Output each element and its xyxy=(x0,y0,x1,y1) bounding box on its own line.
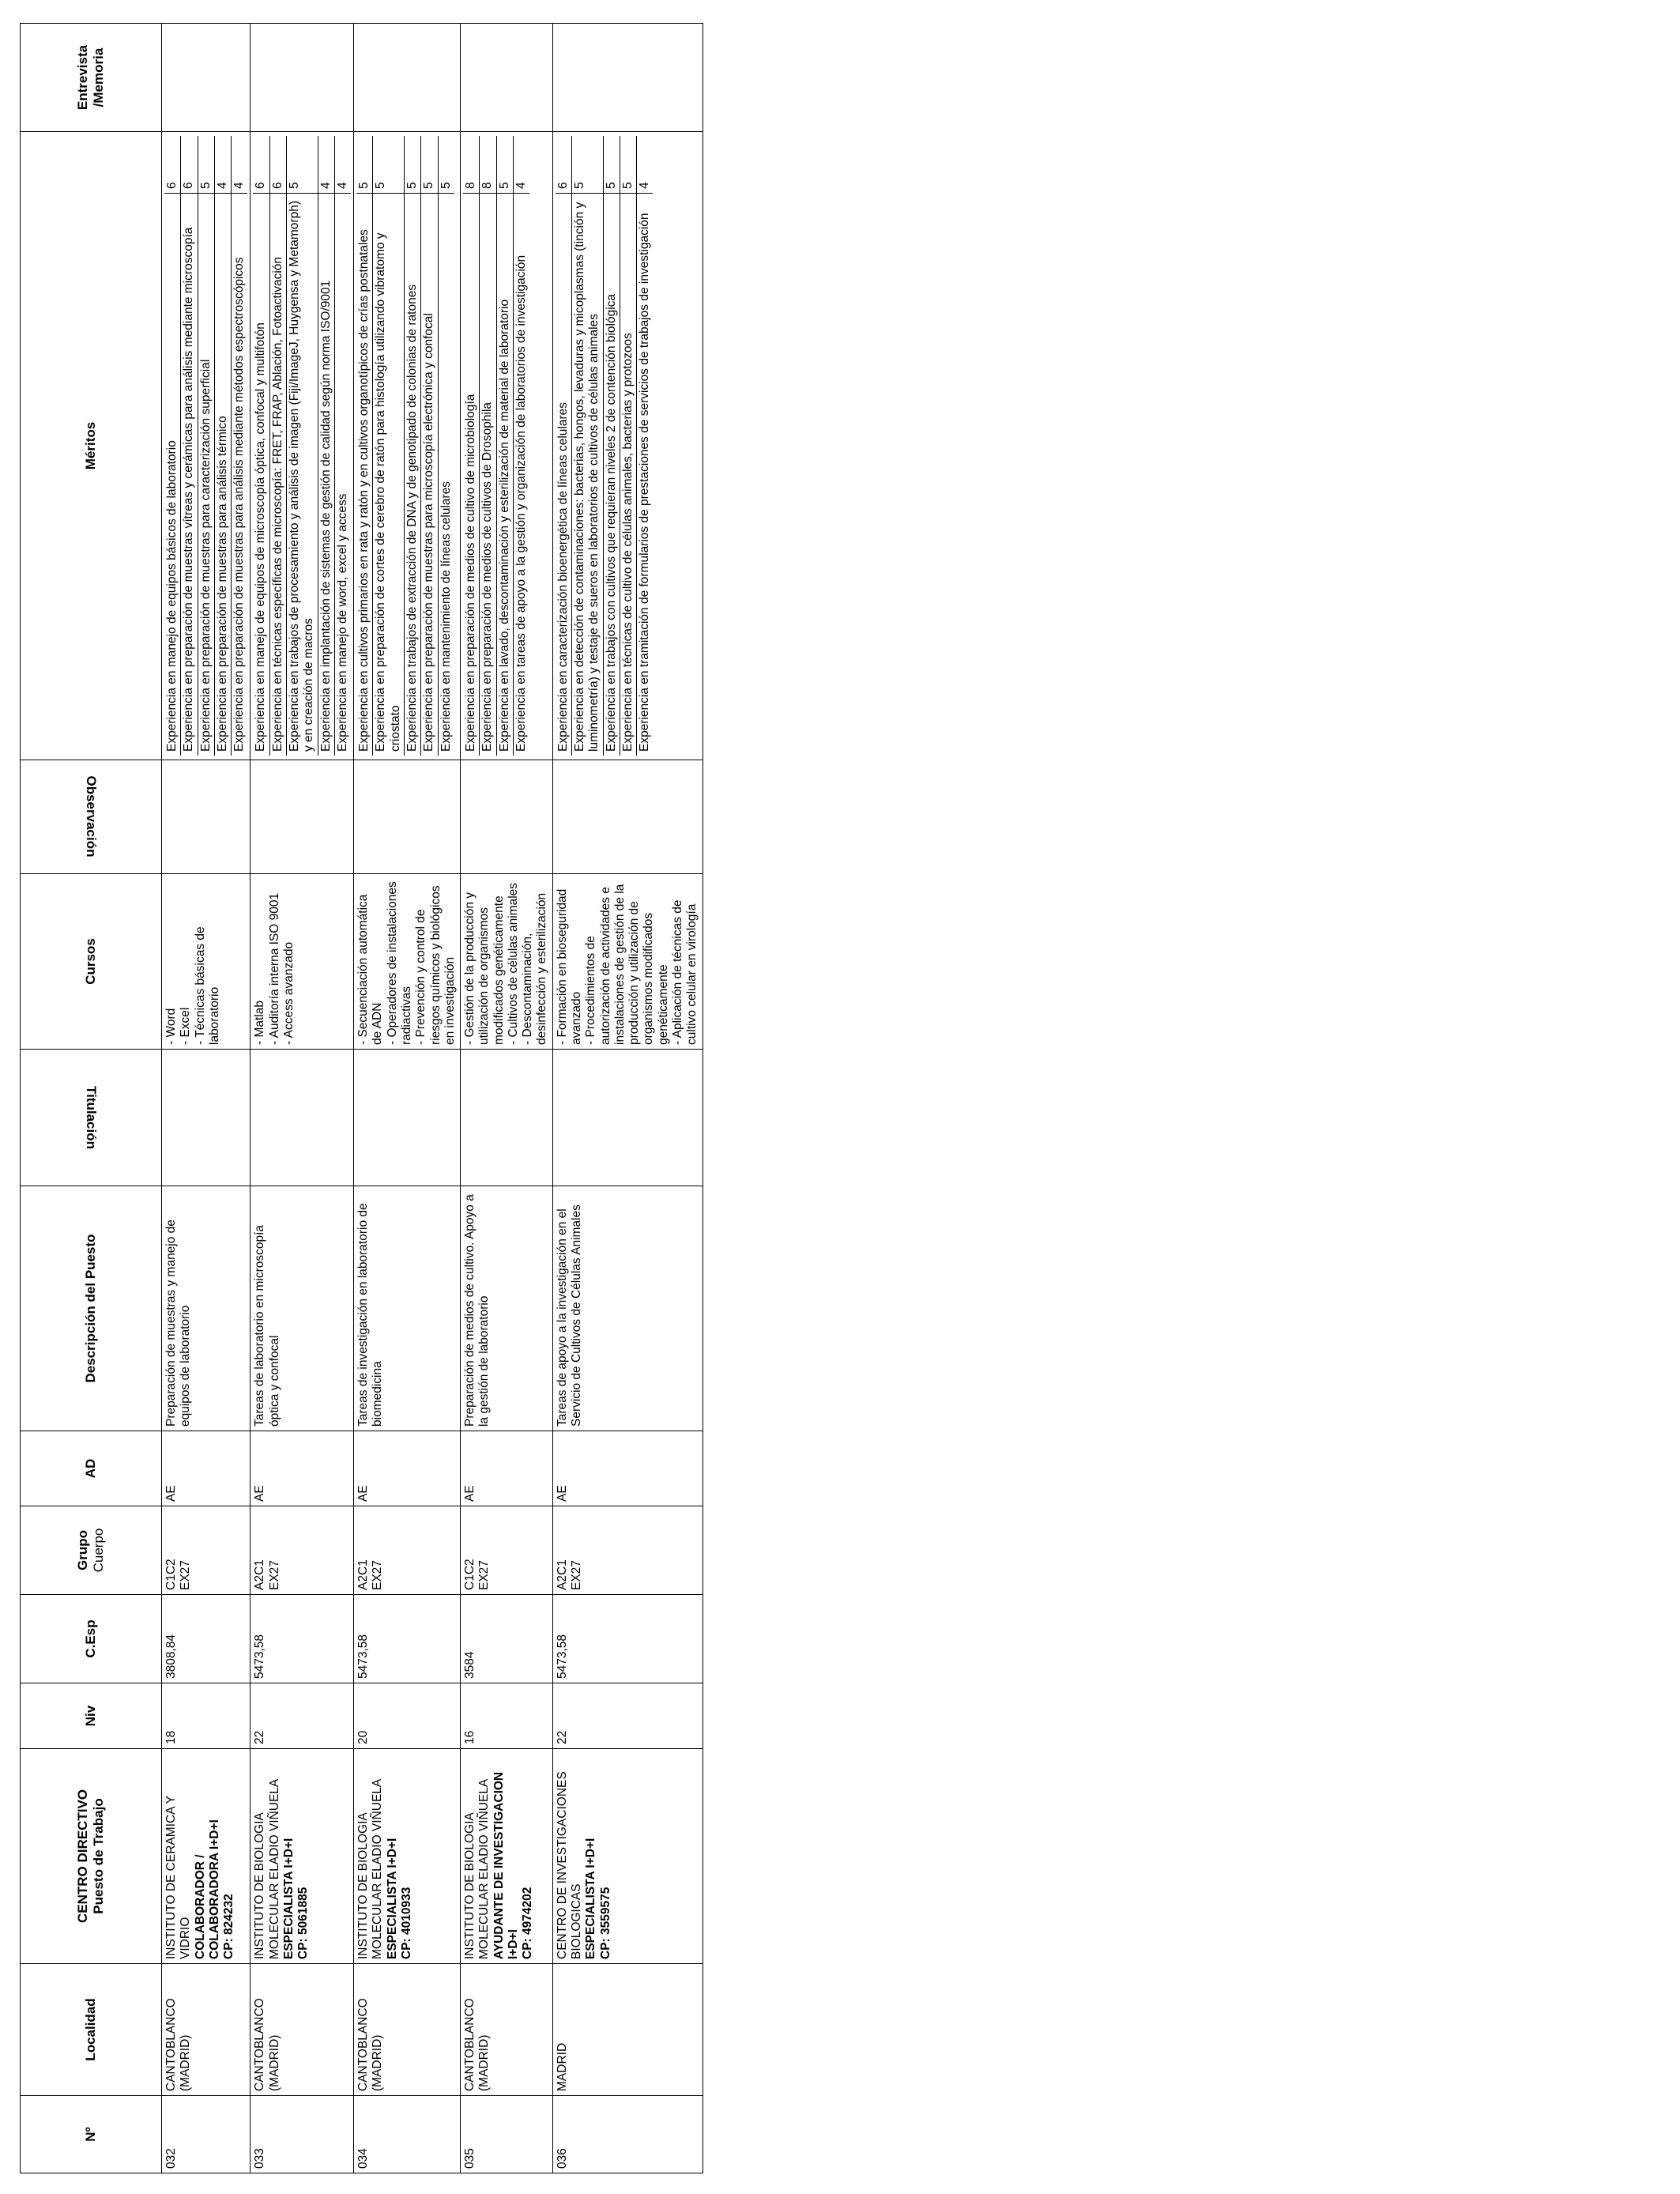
merito-item xyxy=(373,136,405,756)
table-row xyxy=(250,24,354,2173)
cell-grupo-value: C1C2 xyxy=(164,1559,178,1590)
merito-points: 5 xyxy=(286,136,318,194)
cell-titulacion xyxy=(250,1050,354,1186)
table-row xyxy=(354,24,461,2173)
header-cursos: Cursos xyxy=(21,874,162,1050)
merito-item xyxy=(334,136,351,756)
positions-table xyxy=(20,23,703,2173)
cell-cesp: 5473,58 xyxy=(552,1595,703,1683)
cell-grupo xyxy=(354,1506,461,1595)
cell-cuerpo-value: EX27 xyxy=(371,1560,385,1590)
cell-num: 033 xyxy=(250,2096,354,2173)
cp-code: CP: 3559575 xyxy=(598,1887,612,1959)
curso-item: - Word xyxy=(164,1008,178,1045)
cell-cesp: 3584 xyxy=(461,1595,553,1683)
merito-text: Experiencia en mantenimiento de líneas celulares xyxy=(439,481,453,752)
merito-text: Experiencia en preparación de muestras para microscopía electrónica y confocal xyxy=(421,194,438,756)
curso-item: - Descontaminación, desinfección y esterilización xyxy=(521,892,549,1045)
merito-text: Experiencia en preparación de cortes de cerebro de ratón para histología utilizando vibratomo y criostato xyxy=(373,194,405,756)
cell-descripcion: Preparación de muestras y manejo de equipos de laboratorio xyxy=(162,1186,250,1431)
merito-text: Experiencia en tramitación de formularios de prestaciones de servicios de trabajos de investigación xyxy=(638,213,652,752)
merito-points: 4 xyxy=(318,136,334,194)
curso-item: - Formación en bioseguridad avanzado xyxy=(555,888,584,1045)
merito-points: 5 xyxy=(421,136,438,194)
header-meritos: Méritos xyxy=(21,132,162,760)
puesto-name: ESPECIALISTA I+D+I xyxy=(281,1838,296,1959)
merito-points: 6 xyxy=(269,136,286,194)
cell-num: 036 xyxy=(552,2096,703,2173)
merito-item xyxy=(269,136,286,756)
cell-descripcion: Preparación de medios de cultivo. Apoyo a la gestión de laboratorio xyxy=(461,1186,553,1431)
cell-localidad: CANTOBLANCO (MADRID) xyxy=(250,1964,354,2096)
cell-entrevista xyxy=(552,24,703,132)
meritos-list xyxy=(463,136,529,756)
cell-entrevista xyxy=(461,24,553,132)
merito-text: Experiencia en detección de contaminaciones: bacterias, hongos, levaduras y micoplasmas (tinción y luminometría) y testaje de sueros en laboratorios de cultivos de células animales xyxy=(572,194,604,756)
centro-name: INSTITUTO DE BIOLOGIA MOLECULAR ELADIO VIÑUELA xyxy=(463,1778,492,1959)
cell-grupo-value: A2C1 xyxy=(555,1559,569,1590)
cursos-list xyxy=(253,878,296,1045)
header-centro xyxy=(21,1749,162,1964)
table-row xyxy=(461,24,553,2173)
curso-item: - Prevención y control de riesgos químicos y biológicos en investigación xyxy=(414,885,457,1045)
merito-text: Experiencia en caracterización bioenergética de líneas celulares xyxy=(556,194,572,756)
cell-centro xyxy=(354,1749,461,1964)
cp-code: CP: 4010933 xyxy=(399,1887,413,1959)
cell-cesp: 5473,58 xyxy=(354,1595,461,1683)
table-row xyxy=(162,24,250,2173)
cell-titulacion xyxy=(461,1050,553,1186)
meritos-list xyxy=(253,136,351,756)
cell-grupo xyxy=(461,1506,553,1595)
table-row xyxy=(552,24,703,2173)
curso-item: - Excel xyxy=(179,1007,193,1045)
merito-text: Experiencia en técnicas específicas de microscopía: FRET, FRAP, Ablación, Fotoactivación xyxy=(269,194,286,756)
cell-cuerpo-value: EX27 xyxy=(570,1560,584,1590)
curso-item: - Gestión de la producción y utilización de organismos modificados genéticamente xyxy=(463,892,506,1045)
merito-item xyxy=(214,136,231,756)
header-entrevista: Entrevista /Memoria xyxy=(21,24,162,132)
header-titulacion-label: Titulación xyxy=(84,1086,100,1149)
curso-item: - Secuenciación automática de ADN xyxy=(356,894,385,1045)
cell-meritos xyxy=(461,132,553,760)
header-descripcion: Descripción del Puesto xyxy=(21,1186,162,1431)
merito-text: Experiencia en preparación de medios de cultivos de Drosophila xyxy=(480,194,496,756)
cell-centro xyxy=(552,1749,703,1964)
merito-text: Experiencia en preparación de medios de cultivo de microbiología xyxy=(463,194,480,756)
cell-entrevista xyxy=(354,24,461,132)
header-localidad: Localidad xyxy=(21,1964,162,2096)
curso-item: - Access avanzado xyxy=(281,941,296,1045)
merito-text: Experiencia en manejo de equipos básicos de laboratorio xyxy=(164,194,181,756)
merito-item xyxy=(164,136,181,756)
cell-cursos xyxy=(354,874,461,1050)
merito-item xyxy=(438,136,454,756)
cell-ad: AE xyxy=(552,1431,703,1506)
header-cuerpo-label: Cuerpo xyxy=(91,1528,106,1573)
cell-cuerpo-value: EX27 xyxy=(477,1560,492,1590)
merito-item xyxy=(198,136,214,756)
cell-cesp: 3808,84 xyxy=(162,1595,250,1683)
header-observacion-label: Observación xyxy=(84,776,100,858)
curso-item: - Operadores de instalaciones radiactivas xyxy=(385,881,413,1045)
merito-text: Experiencia en manejo de word, excel y access xyxy=(335,493,349,752)
merito-item xyxy=(253,136,269,756)
merito-points: 8 xyxy=(463,136,480,194)
meritos-list xyxy=(356,136,454,756)
merito-text: Experiencia en preparación de muestras vítreas y cerámicas para análisis mediante microscopía xyxy=(181,194,198,756)
merito-item xyxy=(356,136,373,756)
header-puesto-trabajo: Puesto de Trabajo xyxy=(91,1798,106,1914)
merito-points: 6 xyxy=(253,136,269,194)
cell-meritos xyxy=(250,132,354,760)
merito-points: 4 xyxy=(513,136,529,194)
merito-item xyxy=(620,136,636,756)
cell-centro xyxy=(162,1749,250,1964)
merito-points: 6 xyxy=(181,136,198,194)
cell-ad: AE xyxy=(461,1431,553,1506)
cell-meritos xyxy=(162,132,250,760)
merito-text: Experiencia en lavado, descontaminación y esterilización de material de laboratorio xyxy=(496,194,513,756)
cell-niv: 22 xyxy=(250,1683,354,1749)
header-ad: AD xyxy=(21,1431,162,1506)
merito-item xyxy=(463,136,480,756)
cell-observacion xyxy=(552,760,703,874)
header-observacion xyxy=(21,760,162,874)
merito-item xyxy=(480,136,496,756)
cell-localidad: CANTOBLANCO (MADRID) xyxy=(461,1964,553,2096)
cell-localidad: CANTOBLANCO (MADRID) xyxy=(162,1964,250,2096)
merito-text: Experiencia en preparación de muestras para caracterización superficial xyxy=(198,194,214,756)
merito-text: Experiencia en preparación de muestras para análisis térmico xyxy=(214,194,231,756)
cell-meritos xyxy=(552,132,703,760)
header-cesp: C.Esp xyxy=(21,1595,162,1683)
cell-niv: 16 xyxy=(461,1683,553,1749)
cp-code: CP: 5061885 xyxy=(296,1887,311,1959)
centro-name: CENTRO DE INVESTIGACIONES BIOLOGICAS xyxy=(555,1771,584,1959)
cell-niv: 22 xyxy=(552,1683,703,1749)
curso-item: - Matlab xyxy=(253,1001,267,1045)
curso-item: - Cultivos de células animales xyxy=(506,882,520,1045)
cell-descripcion: Tareas de apoyo a la investigación en el Servicio de Cultivos de Células Animales xyxy=(552,1186,703,1431)
cell-grupo-value: A2C1 xyxy=(253,1559,267,1590)
cell-entrevista xyxy=(162,24,250,132)
cursos-list xyxy=(356,878,458,1045)
merito-points: 6 xyxy=(556,136,572,194)
centro-name: INSTITUTO DE BIOLOGIA MOLECULAR ELADIO VIÑUELA xyxy=(253,1778,281,1959)
cell-num: 032 xyxy=(162,2096,250,2173)
cell-num: 034 xyxy=(354,2096,461,2173)
header-grupo-label: Grupo xyxy=(74,1530,90,1570)
merito-points: 5 xyxy=(356,136,373,194)
cursos-list xyxy=(556,878,700,1045)
cell-cesp: 5473,58 xyxy=(250,1595,354,1683)
merito-item xyxy=(421,136,438,756)
merito-item xyxy=(404,136,420,756)
puesto-name: ESPECIALISTA I+D+I xyxy=(385,1838,399,1959)
cell-niv: 20 xyxy=(354,1683,461,1749)
cell-localidad: MADRID xyxy=(552,1964,703,2096)
cell-ad: AE xyxy=(162,1431,250,1506)
meritos-list xyxy=(556,136,654,756)
cell-cuerpo-value: EX27 xyxy=(267,1560,281,1590)
cell-ad: AE xyxy=(354,1431,461,1506)
merito-text: Experiencia en técnicas de cultivo de células animales, bacterias y protozoos xyxy=(620,194,636,756)
merito-points: 5 xyxy=(496,136,513,194)
cell-descripcion: Tareas de investigación en laboratorio de biomedicina xyxy=(354,1186,461,1431)
cell-grupo xyxy=(250,1506,354,1595)
header-row xyxy=(21,24,162,2173)
merito-points: 4 xyxy=(334,136,351,194)
curso-item: - Auditoría interna ISO 9001 xyxy=(267,892,281,1045)
curso-item: - Procedimientos de autorización de actividades e instalaciones de gestión de la producción y utilización de organismos modificados genéticamente xyxy=(584,884,670,1045)
merito-text: Experiencia en preparación de muestras para análisis mediante métodos espectroscópicos xyxy=(232,257,247,752)
merito-item xyxy=(603,136,620,756)
cell-num: 035 xyxy=(461,2096,553,2173)
cell-titulacion xyxy=(552,1050,703,1186)
merito-item xyxy=(286,136,318,756)
cell-cursos xyxy=(552,874,703,1050)
merito-points: 4 xyxy=(232,136,248,194)
cp-code: CP: 4974202 xyxy=(521,1887,535,1959)
puesto-name: ESPECIALISTA I+D+I xyxy=(584,1838,598,1959)
merito-item xyxy=(232,136,248,756)
cell-observacion xyxy=(354,760,461,874)
merito-points: 6 xyxy=(164,136,181,194)
merito-item xyxy=(572,136,604,756)
table-body xyxy=(162,24,703,2173)
header-centro-directivo: CENTRO DIRECTIVO xyxy=(74,1789,90,1924)
merito-points: 5 xyxy=(620,136,636,194)
cell-cursos xyxy=(250,874,354,1050)
cursos-list xyxy=(463,878,550,1045)
merito-points: 8 xyxy=(480,136,496,194)
cell-localidad: CANTOBLANCO (MADRID) xyxy=(354,1964,461,2096)
merito-points: 5 xyxy=(198,136,214,194)
puesto-name: AYUDANTE DE INVESTIGACION I+D+I xyxy=(492,1771,520,1959)
header-titulacion xyxy=(21,1050,162,1186)
merito-text: Experiencia en trabajos con cultivos que requieran niveles 2 de contención biológica xyxy=(603,194,620,756)
cell-niv: 18 xyxy=(162,1683,250,1749)
merito-points: 4 xyxy=(214,136,231,194)
merito-text: Experiencia en manejo de equipos de microscopía óptica, confocal y multifotón xyxy=(253,194,269,756)
cell-titulacion xyxy=(354,1050,461,1186)
merito-item xyxy=(637,136,654,756)
cell-grupo xyxy=(552,1506,703,1595)
merito-points: 5 xyxy=(404,136,420,194)
header-num: Nº xyxy=(21,2096,162,2173)
centro-name: INSTITUTO DE CERAMICA Y VIDRIO xyxy=(164,1796,193,1959)
cell-meritos xyxy=(354,132,461,760)
merito-item xyxy=(556,136,572,756)
cell-grupo-value: A2C1 xyxy=(356,1559,371,1590)
merito-item xyxy=(181,136,198,756)
cell-ad: AE xyxy=(250,1431,354,1506)
cell-entrevista xyxy=(250,24,354,132)
cell-grupo-value: C1C2 xyxy=(463,1559,477,1590)
merito-item xyxy=(496,136,513,756)
curso-item: - Aplicación de técnicas de cultivo celular en virología xyxy=(671,899,699,1045)
merito-text: Experiencia en trabajos de procesamiento y análisis de imagen (Fiji/ImageJ, Huygensa y Metamorph) y en creación de macros xyxy=(286,194,318,756)
header-grupo xyxy=(21,1506,162,1595)
meritos-list xyxy=(164,136,247,756)
cell-observacion xyxy=(250,760,354,874)
puesto-name: COLABORADOR / COLABORADORA I+D+I xyxy=(193,1819,221,1959)
merito-points: 5 xyxy=(572,136,604,194)
centro-name: INSTITUTO DE BIOLOGIA MOLECULAR ELADIO VIÑUELA xyxy=(356,1778,385,1959)
cell-cuerpo-value: EX27 xyxy=(179,1560,193,1590)
merito-item xyxy=(318,136,334,756)
merito-text: Experiencia en implantación de sistemas de gestión de calidad según norma ISO/9001 xyxy=(318,194,334,756)
merito-item xyxy=(513,136,529,756)
cell-grupo xyxy=(162,1506,250,1595)
cell-descripcion: Tareas de laboratorio en microscopía óptica y confocal xyxy=(250,1186,354,1431)
cell-titulacion xyxy=(162,1050,250,1186)
cell-centro xyxy=(461,1749,553,1964)
header-niv: Niv xyxy=(21,1683,162,1749)
merito-points: 4 xyxy=(637,136,654,194)
cell-centro xyxy=(250,1749,354,1964)
merito-text: Experiencia en trabajos de extracción de DNA y de genotipado de colonias de ratones xyxy=(404,194,420,756)
merito-points: 5 xyxy=(438,136,454,194)
cp-code: CP: 824232 xyxy=(222,1894,236,1959)
cell-cursos xyxy=(461,874,553,1050)
curso-item: - Técnicas básicas de laboratorio xyxy=(193,926,221,1045)
merito-text: Experiencia en tareas de apoyo a la gestión y organización de laboratorios de investigación xyxy=(514,254,528,752)
cursos-list xyxy=(164,878,222,1045)
cell-observacion xyxy=(162,760,250,874)
merito-points: 5 xyxy=(373,136,405,194)
merito-text: Experiencia en cultivos primarios en rata y ratón y en cultivos organotípicos de crías postnatales xyxy=(356,194,373,756)
cell-observacion xyxy=(461,760,553,874)
cell-cursos xyxy=(162,874,250,1050)
merito-points: 5 xyxy=(603,136,620,194)
